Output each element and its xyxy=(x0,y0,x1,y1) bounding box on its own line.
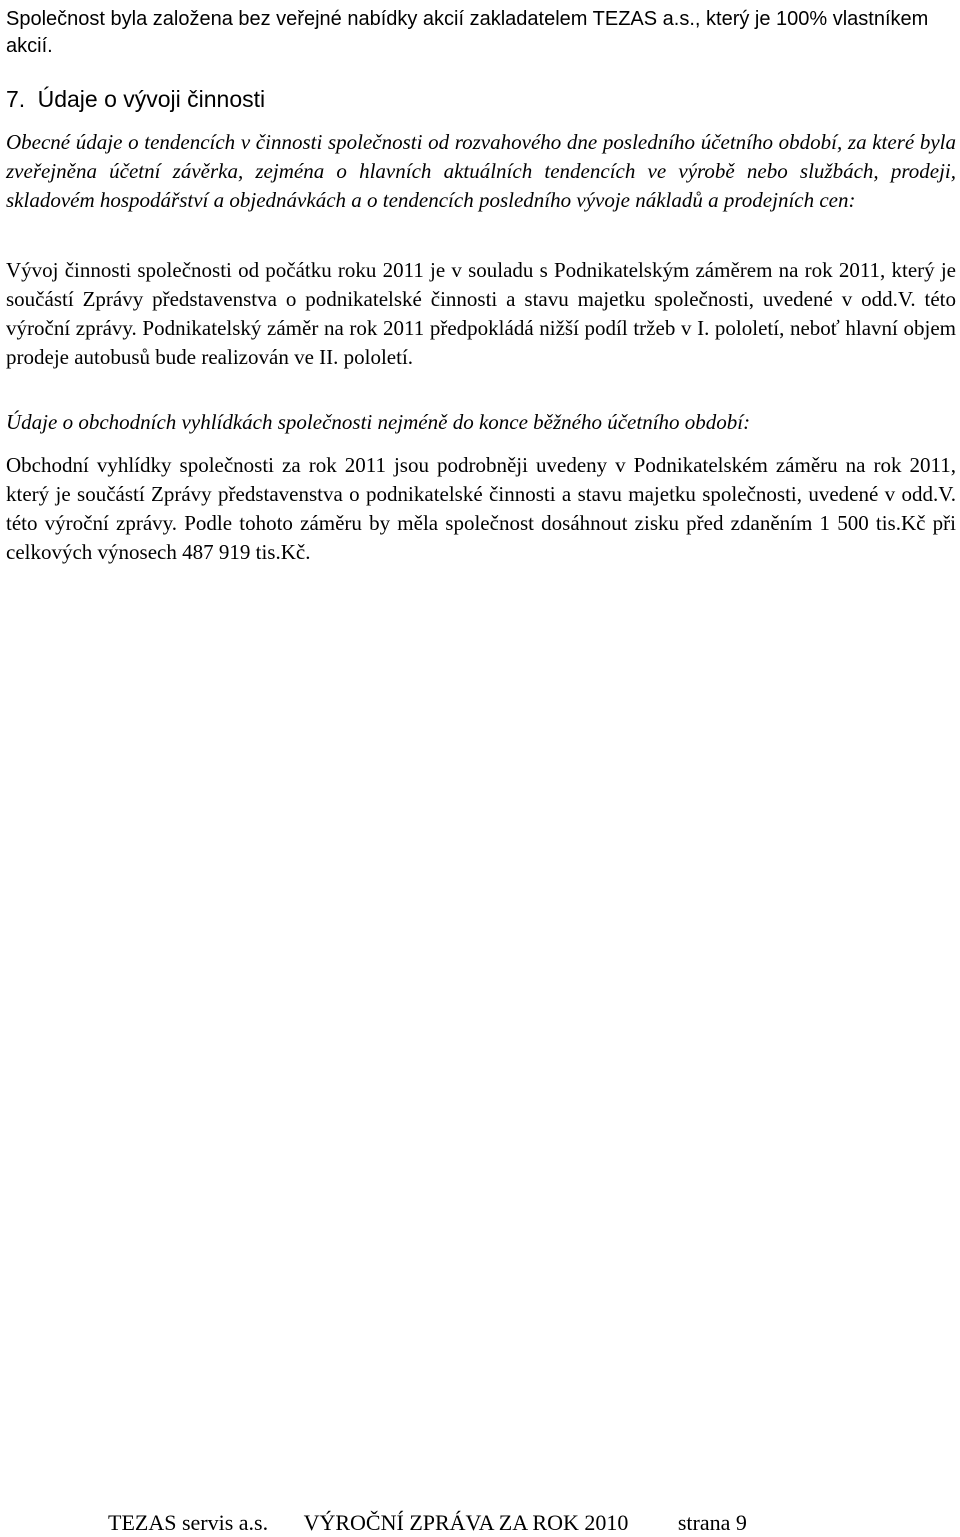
footer-page-number: strana 9 xyxy=(677,1510,747,1535)
footer-report-title: VÝROČNÍ ZPRÁVA ZA ROK 2010 xyxy=(303,1510,629,1535)
trends-question-paragraph: Obecné údaje o tendencích v činnosti společnosti od rozvahového dne posledního účetního období, za které byla zveřejněna účetní závěrka, zejména o hlavních aktuálních tendencích ve výrobě nebo službách, prodeji, skladovém hospodářství a objednávkách a o tendencích posledního vývoje nákladů a prodejních cen: xyxy=(6,130,956,212)
trends-answer-paragraph: Vývoj činnosti společnosti od počátku roku 2011 je v souladu s Podnikatelským záměrem na rok 2011, který je součástí Zprávy představenstva o podnikatelské činnosti a stavu majetku společnosti, uvedené v odd.V. této výroční zprávy. Podnikatelský záměr na rok 2011 předpokládá nižší podíl tržeb v I. pololetí, neboť hlavní objem prodeje autobusů bude realizován ve II. pololetí. xyxy=(6,258,956,369)
footer-company: TEZAS servis a.s. xyxy=(108,1510,269,1535)
section-title: Údaje o vývoji činnosti xyxy=(37,86,266,112)
section-number: 7. xyxy=(6,86,26,112)
outlook-answer-paragraph: Obchodní vyhlídky společnosti za rok 2011 jsou podrobněji uvedeny v Podnikatelském záměru na rok 2011, který je součástí Zprávy představenstva o podnikatelské činnosti a stavu majetku společnosti, uvedené v odd.V. této výroční zprávy. Podle tohoto záměru by měla společnost dosáhnout zisku před zdaněním 1 500 tis.Kč při celkových výnosech 487 919 tis.Kč. xyxy=(6,453,956,564)
intro-paragraph: Společnost byla založena bez veřejné nabídky akcií zakladatelem TEZAS a.s., který je 100% vlastníkem akcií. xyxy=(6,8,929,57)
page-footer xyxy=(108,1510,868,1536)
section-heading xyxy=(6,84,265,114)
outlook-question-paragraph: Údaje o obchodních vyhlídkách společnosti nejméně do konce běžného účetního období: xyxy=(6,410,751,434)
